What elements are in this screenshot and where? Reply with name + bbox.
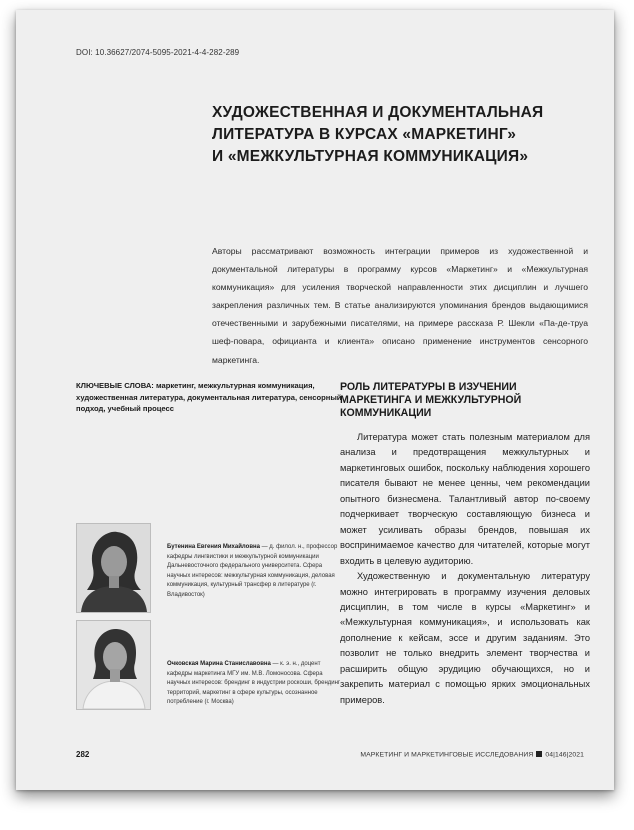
abstract: Авторы рассматривают возможность интеграции примеров из художественной и документальной литературы в программу курсов «Маркетинг» и «Межкультурная коммуникация» для усиления творческой направленности этих дисциплин и лучшего закрепления различных тем. В статье анализируются упоминания брендов выдающимися отечественными и зарубежными писателями, на примере рассказа Р. Шекли «Па-де-труа шеф-повара, официанта и клиента» описано применение инструментов сенсорного маркетинга. [212,246,588,365]
author-name-1: Бутенина Евгения Михайловна [167,544,260,550]
section-body [340,430,590,708]
keywords-label: КЛЮЧЕВЫЕ СЛОВА: [76,381,154,390]
author-photo-1 [76,523,151,613]
doi-line: DOI: 10.36627/2074-5095-2021-4-4-282-289 [76,48,240,57]
paragraph-2: Художественную и документальную литературу можно интегрировать в программу изучения деловых дисциплин, в том числе в курсы «Маркетинг» и «Межкультурная коммуникация», и использовать как дополнение к кейсам, эссе и другим заданиям. Это позволит не только внедрить элемент творчества и расширить общую эрудицию обучающихся, но и закрепить материал с помощью ярких эмоциональных примеров. [340,571,590,705]
title-line-2: ЛИТЕРАТУРА В КУРСАХ «МАРКЕТИНГ» [212,126,517,143]
author-name-2: Очковская Марина Станиславовна [167,661,271,667]
author-photo-2 [76,620,151,710]
portrait-icon [77,524,150,612]
journal-footer [360,751,584,759]
title-line-3: И «МЕЖКУЛЬТУРНАЯ КОММУНИКАЦИЯ» [212,148,529,165]
article-title [212,102,592,168]
portrait-icon [77,621,150,709]
keywords-text: маркетинг, межкультурная коммуникация, художественная литература, документальная литература, сенсорный подход, учебный процесс [76,381,342,413]
page-number: 282 [76,750,90,759]
author-info-1 [167,543,343,601]
author-bio-2: — к. э. н., доцент кафедры маркетинга МГУ им. М.В. Ломоносова. Сфера научных интересов: брендинг в индустрии роскоши, брендинг территорий, маркетинг в сфере культуры, осознанное потребление (г. Москва) [167,661,341,706]
article-page [16,10,614,790]
keywords-block [76,380,346,415]
author-card-2 [76,620,341,710]
journal-name: МАРКЕТИНГ И МАРКЕТИНГОВЫЕ ИССЛЕДОВАНИЯ [360,751,534,759]
author-card-1 [76,523,338,613]
author-info-2 [167,660,343,708]
paragraph-1: Литература может стать полезным материалом для анализа и предотвращения межкультурных и маркетинговых ошибок, поскольку наблюдения хорошего писателя бывают не менее ценны, чем рекомендации опытного бизнесмена. Талантливый автор по-своему подчеркивает творческую составляющую бизнеса и может усиливать образы брендов, повышая их воспринимаемое качество для читателей, которые могут входить в целевую аудиторию. [340,432,590,566]
title-line-1: ХУДОЖЕСТВЕННАЯ И ДОКУМЕНТАЛЬНАЯ [212,104,544,121]
journal-issue: 04|146|2021 [545,751,584,759]
section-heading: РОЛЬ ЛИТЕРАТУРЫ В ИЗУЧЕНИИ МАРКЕТИНГА И МЕЖКУЛЬТУРНОЙ КОММУНИКАЦИИ [340,381,522,419]
author-bio-1: — д. филол. н., профессор кафедры лингвистики и межкультурной коммуникации Дальневосточного федерального университета. Сфера научных интересов: межкультурная коммуникация, деловая коммуникация, культурный трансфер в литературе (г. Владивосток) [167,544,338,598]
square-icon [536,751,542,757]
